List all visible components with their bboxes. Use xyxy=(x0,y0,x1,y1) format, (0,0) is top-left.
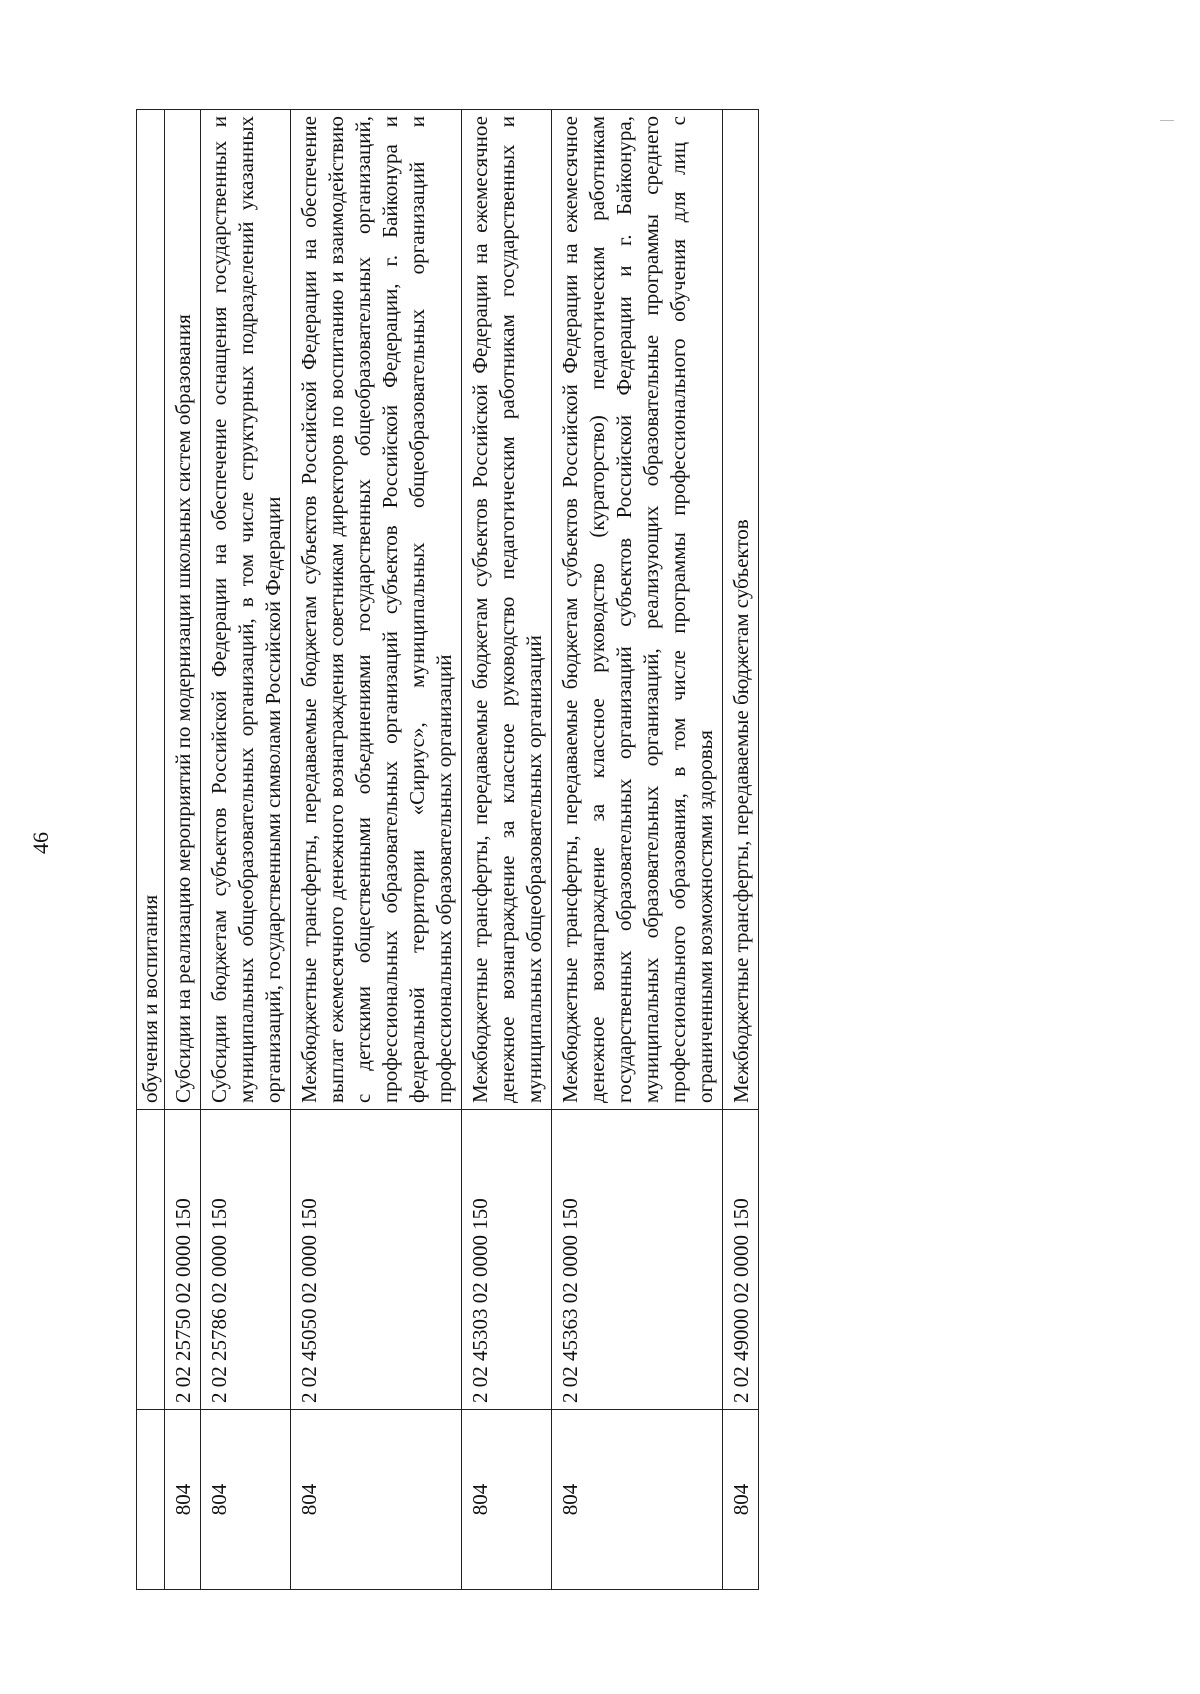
revenue-code-cell: 2 02 49000 02 0000 150 xyxy=(723,1110,759,1410)
admin-code-cell xyxy=(137,1410,165,1590)
table-row xyxy=(723,110,759,1590)
revenue-code-cell: 2 02 45050 02 0000 150 xyxy=(291,1110,462,1410)
page-number: 46 xyxy=(28,832,53,854)
paper-mark xyxy=(1160,120,1174,121)
admin-code-cell: 804 xyxy=(291,1410,462,1590)
revenue-code-cell: 2 02 45303 02 0000 150 xyxy=(462,1110,552,1410)
table-row xyxy=(552,110,723,1590)
revenue-name-cell: Субсидии на реализацию мероприятий по модернизации школьных систем образования xyxy=(165,110,201,1110)
revenue-name-cell: обучения и воспитания xyxy=(137,110,165,1110)
admin-code-cell: 804 xyxy=(201,1410,291,1590)
revenue-name-cell: Межбюджетные трансферты, передаваемые бюджетам субъектов Российской Федерации на ежемесячное денежное вознаграждение за классное руководство (кураторство) педагогическим работникам государственных образовательных организаций субъектов Российской Федерации и г. Байконура, муниципальных образовательных организаций, реализующих образовательные программы среднего профессионального образования, в том числе программы профессионального обучения для лиц с ограниченными возможностями здоровья xyxy=(552,110,723,1110)
revenue-code-cell xyxy=(137,1110,165,1410)
revenue-codes-table xyxy=(136,109,759,1590)
admin-code-cell: 804 xyxy=(723,1410,759,1590)
revenue-code-cell: 2 02 25786 02 0000 150 xyxy=(201,1110,291,1410)
table-row xyxy=(201,110,291,1590)
admin-code-cell: 804 xyxy=(552,1410,723,1590)
revenue-name-cell: Межбюджетные трансферты, передаваемые бюджетам субъектов Российской Федерации на ежемесячное денежное вознаграждение за классное руководство педагогическим работникам государственных и муниципальных общеобразовательных организаций xyxy=(462,110,552,1110)
admin-code-cell: 804 xyxy=(165,1410,201,1590)
table-row xyxy=(462,110,552,1590)
revenue-name-cell: Межбюджетные трансферты, передаваемые бюджетам субъектов xyxy=(723,110,759,1110)
revenue-code-cell: 2 02 45363 02 0000 150 xyxy=(552,1110,723,1410)
table-row xyxy=(165,110,201,1590)
rotated-page xyxy=(136,110,1056,1590)
table-row-continuation xyxy=(137,110,165,1590)
revenue-name-cell: Субсидии бюджетам субъектов Российской Федерации на обеспечение оснащения государственных и муниципальных общеобразовательных организаций, в том числе структурных подразделений указанных организаций, государственными символами Российской Федерации xyxy=(201,110,291,1110)
admin-code-cell: 804 xyxy=(462,1410,552,1590)
table-row xyxy=(291,110,462,1590)
revenue-code-cell: 2 02 25750 02 0000 150 xyxy=(165,1110,201,1410)
revenue-name-cell: Межбюджетные трансферты, передаваемые бюджетам субъектов Российской Федерации на обеспечение выплат ежемесячного денежного вознаграждения советникам директоров по воспитанию и взаимодействию с детскими общественными объединениями государственных общеобразовательных организаций, профессиональных образовательных организаций субъектов Российской Федерации, г. Байконура и федеральной территории «Сириус», муниципальных общеобразовательных организаций и профессиональных образовательных организаций xyxy=(291,110,462,1110)
